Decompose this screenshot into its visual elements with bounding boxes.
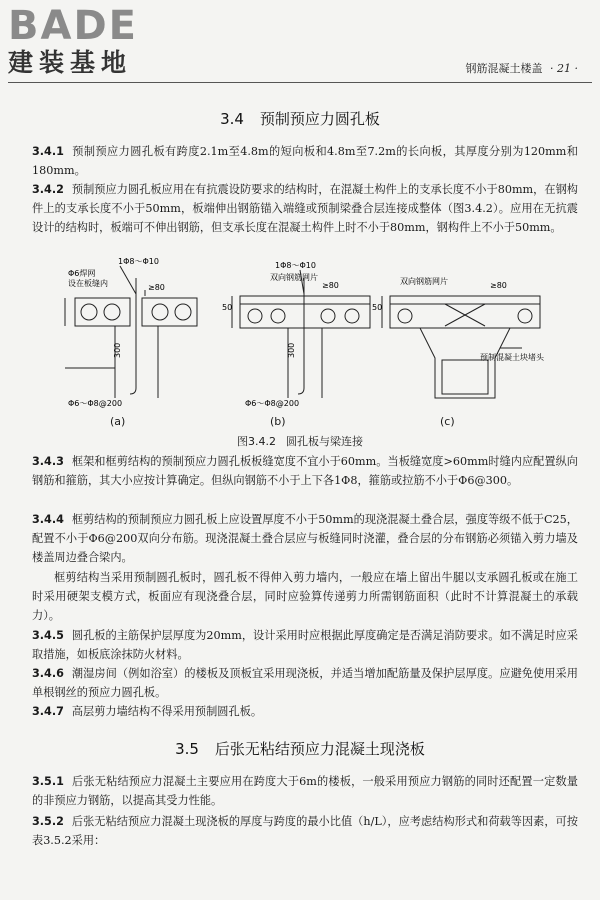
paragraph-text: 高层剪力墙结构不得采用预制圆孔板。 [71, 705, 263, 718]
paragraph-3-5-2 [32, 812, 578, 850]
clause-number: 3.4.1 [32, 145, 64, 158]
label-b-bottom: Φ6～Φ8@200 [245, 399, 300, 408]
paragraph-3-4-4-continued [32, 568, 578, 625]
paragraph-text: 框剪结构当采用预制圆孔板时，圆孔板不得伸入剪力墙内，一般应在墙上留出牛腿以支承圆孔板或在施工时采用硬架支模方式，板面应有现浇叠合层，同时应验算传递剪力所需钢筋面积（此时不计算混凝土的承载力）。 [32, 571, 578, 622]
clause-number: 3.4.4 [32, 513, 64, 526]
paragraph-text: 预制预应力圆孔板有跨度2.1m至4.8m的短向板和4.8m至7.2m的长向板，其厚度分别为120mm和180mm。 [32, 145, 578, 177]
subfigure-label-a: (a) [110, 415, 126, 428]
subfigure-label-c: (c) [440, 415, 455, 428]
figure-3-4-2 [60, 248, 550, 428]
label-a-height: 300 [113, 342, 122, 358]
label-a-side-2: 设在板缝内 [68, 279, 108, 288]
clause-number: 3.5.2 [32, 815, 64, 828]
label-a-bottom: Φ6～Φ8@200 [68, 399, 123, 408]
clause-number: 3.4.5 [32, 629, 64, 642]
label-b-height: 300 [287, 342, 296, 358]
label-a-top: 1Φ8～Φ10 [118, 257, 159, 266]
paragraph-3-4-1 [32, 142, 578, 180]
label-c-side: 50 [372, 303, 383, 312]
paragraph-text: 框架和框剪结构的预制预应力圆孔板板缝宽度不宜小于60mm。当板缝宽度>60mm时缝内应配置纵向钢筋和箍筋，其大小应按计算确定。但纵向钢筋不小于上下各1Φ8，箍筋或拉筋不小于Φ6@300。 [32, 455, 578, 487]
label-b-side: 50 [222, 303, 233, 312]
section-title: 预制预应力圆孔板 [259, 110, 380, 128]
paragraph-3-4-7 [32, 702, 578, 721]
paragraph-3-4-3 [32, 452, 578, 490]
paragraph-text: 潮湿房间（例如浴室）的楼板及顶板宜采用现浇板，并适当增加配筋量及保护层厚度。应避免使用采用单根钢丝的预应力圆孔板。 [32, 667, 578, 699]
running-header [466, 60, 578, 76]
page-number: · 21 · [550, 62, 578, 75]
section-title: 后张无粘结预应力混凝土现浇板 [214, 740, 425, 758]
section-heading-3-4 [0, 108, 600, 129]
paragraph-text: 后张无粘结预应力混凝土现浇板的厚度与跨度的最小比值（h/L），应考虑结构形式和荷载等因素，可按表3.5.2采用： [32, 815, 578, 847]
paragraph-text: 框剪结构的预制预应力圆孔板上应设置厚度不小于50mm的现浇混凝土叠合层，强度等级不低于C25，配置不小于Φ6@200双向分布筋。现浇混凝土叠合层应与板缝同时浇灌，叠合层的分布钢筋必须锚入剪力墙及楼盖周边叠合梁内。 [32, 513, 578, 564]
clause-number: 3.5.1 [32, 775, 64, 788]
label-c-dim: ≥80 [490, 281, 507, 290]
header-rule [8, 82, 592, 83]
logo [8, 4, 178, 78]
paragraph-3-4-2 [32, 180, 578, 237]
label-a-side-1: Φ6焊网 [68, 269, 96, 278]
clause-number: 3.4.3 [32, 455, 64, 468]
subfigure-label-b: (b) [270, 415, 286, 428]
label-c-block: 预制混凝土块堵头 [480, 353, 544, 362]
clause-number: 3.4.7 [32, 705, 64, 718]
clause-number: 3.4.6 [32, 667, 64, 680]
paragraph-text: 圆孔板的主筋保护层厚度为20mm，设计采用时应根据此厚度确定是否满足消防要求。如不满足时应采取措施，如板底涂抹防火材料。 [32, 629, 578, 661]
paragraph-3-4-5 [32, 626, 578, 664]
section-number: 3.4 [220, 110, 244, 128]
paragraph-3-5-1 [32, 772, 578, 810]
clause-number: 3.4.2 [32, 183, 64, 196]
label-b-mesh: 双向钢筋网片 [270, 273, 318, 282]
paragraph-text: 后张无粘结预应力混凝土主要应用在跨度大于6m的楼板，一般采用预应力钢筋的同时还配置一定数量的非预应力钢筋，以提高其受力性能。 [32, 775, 578, 807]
label-b-dim: ≥80 [322, 281, 339, 290]
logo-subtitle: 建装基地 [8, 48, 133, 77]
section-heading-3-5 [0, 738, 600, 759]
label-a-dim: ≥80 [148, 283, 165, 292]
section-number: 3.5 [175, 740, 199, 758]
paragraph-text: 预制预应力圆孔板应用在有抗震设防要求的结构时，在混凝土构件上的支承长度不小于80mm，在钢构件上的支承长度不小于50mm，板端伸出钢筋锚入端缝或预制梁叠合层连接成整体（图3.4.2）。应用在无抗震设计的结构时，板端可不伸出钢筋，但支承长度在混凝土构件上时不小于80mm，钢构件上不小于50mm。 [32, 183, 578, 234]
figure-drawing [60, 248, 550, 428]
figure-caption [0, 433, 600, 449]
paragraph-3-4-4 [32, 510, 578, 567]
label-b-top: 1Φ8～Φ10 [275, 261, 316, 270]
detail-c [382, 296, 540, 398]
figure-title: 圆孔板与梁连接 [286, 435, 363, 448]
paragraph-3-4-6 [32, 664, 578, 702]
figure-number: 图3.4.2 [237, 435, 276, 448]
label-c-mesh: 双向钢筋网片 [400, 277, 448, 286]
running-title: 钢筋混凝土楼盖 [465, 62, 543, 75]
detail-b [232, 270, 370, 398]
logo-brand: BADE [8, 3, 138, 49]
